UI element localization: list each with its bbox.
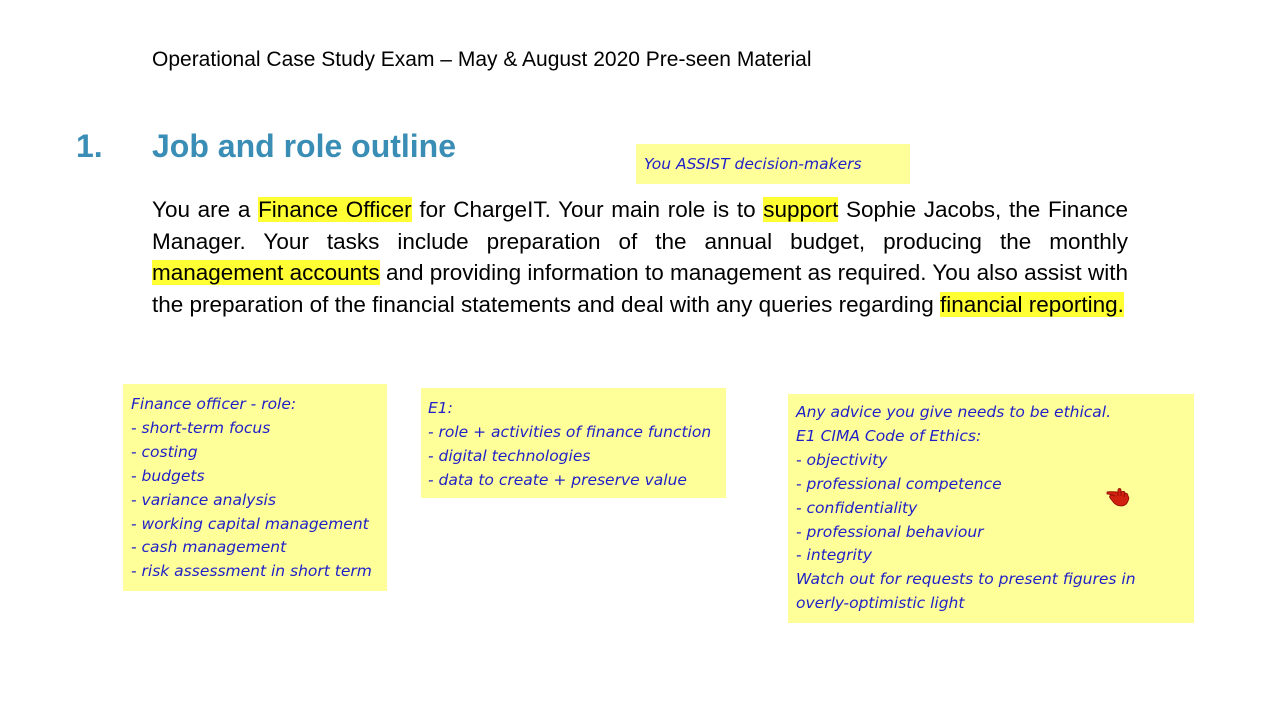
note-line: E1 CIMA Code of Ethics: xyxy=(796,426,982,445)
note-line: - variance analysis xyxy=(131,490,276,509)
note-line: - costing xyxy=(131,442,198,461)
highlight-management-accounts: management accounts xyxy=(152,260,380,285)
document-header: Operational Case Study Exam – May & August 2020 Pre-seen Material xyxy=(152,48,812,71)
role-paragraph xyxy=(152,194,1128,320)
note-line: - confidentiality xyxy=(796,498,918,517)
note-line: You ASSIST decision-makers xyxy=(644,155,862,173)
pointing-hand-cursor-icon xyxy=(1106,486,1130,508)
highlight-text: . xyxy=(1117,291,1124,317)
note-line: - objectivity xyxy=(796,450,888,469)
note-finance-officer-role xyxy=(123,384,387,591)
highlight-finance-officer: Finance Officer xyxy=(258,197,412,222)
highlight-support: support xyxy=(763,197,839,222)
note-line: - digital technologies xyxy=(428,446,591,465)
highlight-financial-reporting xyxy=(940,292,1124,317)
note-line: - professional behaviour xyxy=(796,522,984,541)
paragraph-text: Sophie Jacobs, the Finance Manager. Your tasks include preparation of the annual budget, producing the monthly xyxy=(152,197,1129,254)
highlight-text: financial reporting xyxy=(940,291,1118,317)
note-line: overly-optimistic light xyxy=(796,594,965,613)
note-line: Watch out for requests to present figures in xyxy=(796,570,1136,589)
note-e1 xyxy=(421,388,726,498)
note-line: - role + activities of finance function xyxy=(428,422,712,441)
note-line: - data to create + preserve value xyxy=(428,470,687,489)
note-line: - short-term focus xyxy=(131,418,271,437)
section-title: Job and role outline xyxy=(152,128,457,164)
note-ethics xyxy=(788,394,1194,623)
section-number: 1. xyxy=(76,128,103,164)
note-line: - working capital management xyxy=(131,514,369,533)
note-line: - professional competence xyxy=(796,474,1002,493)
note-line: Finance officer - role: xyxy=(131,395,297,413)
paragraph-text: for ChargeIT. Your main role is to xyxy=(411,197,764,222)
note-line: - budgets xyxy=(131,466,205,485)
note-line: Any advice you give needs to be ethical. xyxy=(796,403,1112,421)
paragraph-text: You are a xyxy=(152,197,259,222)
note-assist xyxy=(636,144,910,184)
note-line: E1: xyxy=(428,399,453,417)
note-line: - integrity xyxy=(796,546,873,565)
note-line: - cash management xyxy=(131,538,287,557)
note-line: - risk assessment in short term xyxy=(131,562,372,581)
paragraph-text: and providing information to management as required. You also assist with the preparation of the financial statements and deal with any queries regarding xyxy=(152,260,1128,317)
